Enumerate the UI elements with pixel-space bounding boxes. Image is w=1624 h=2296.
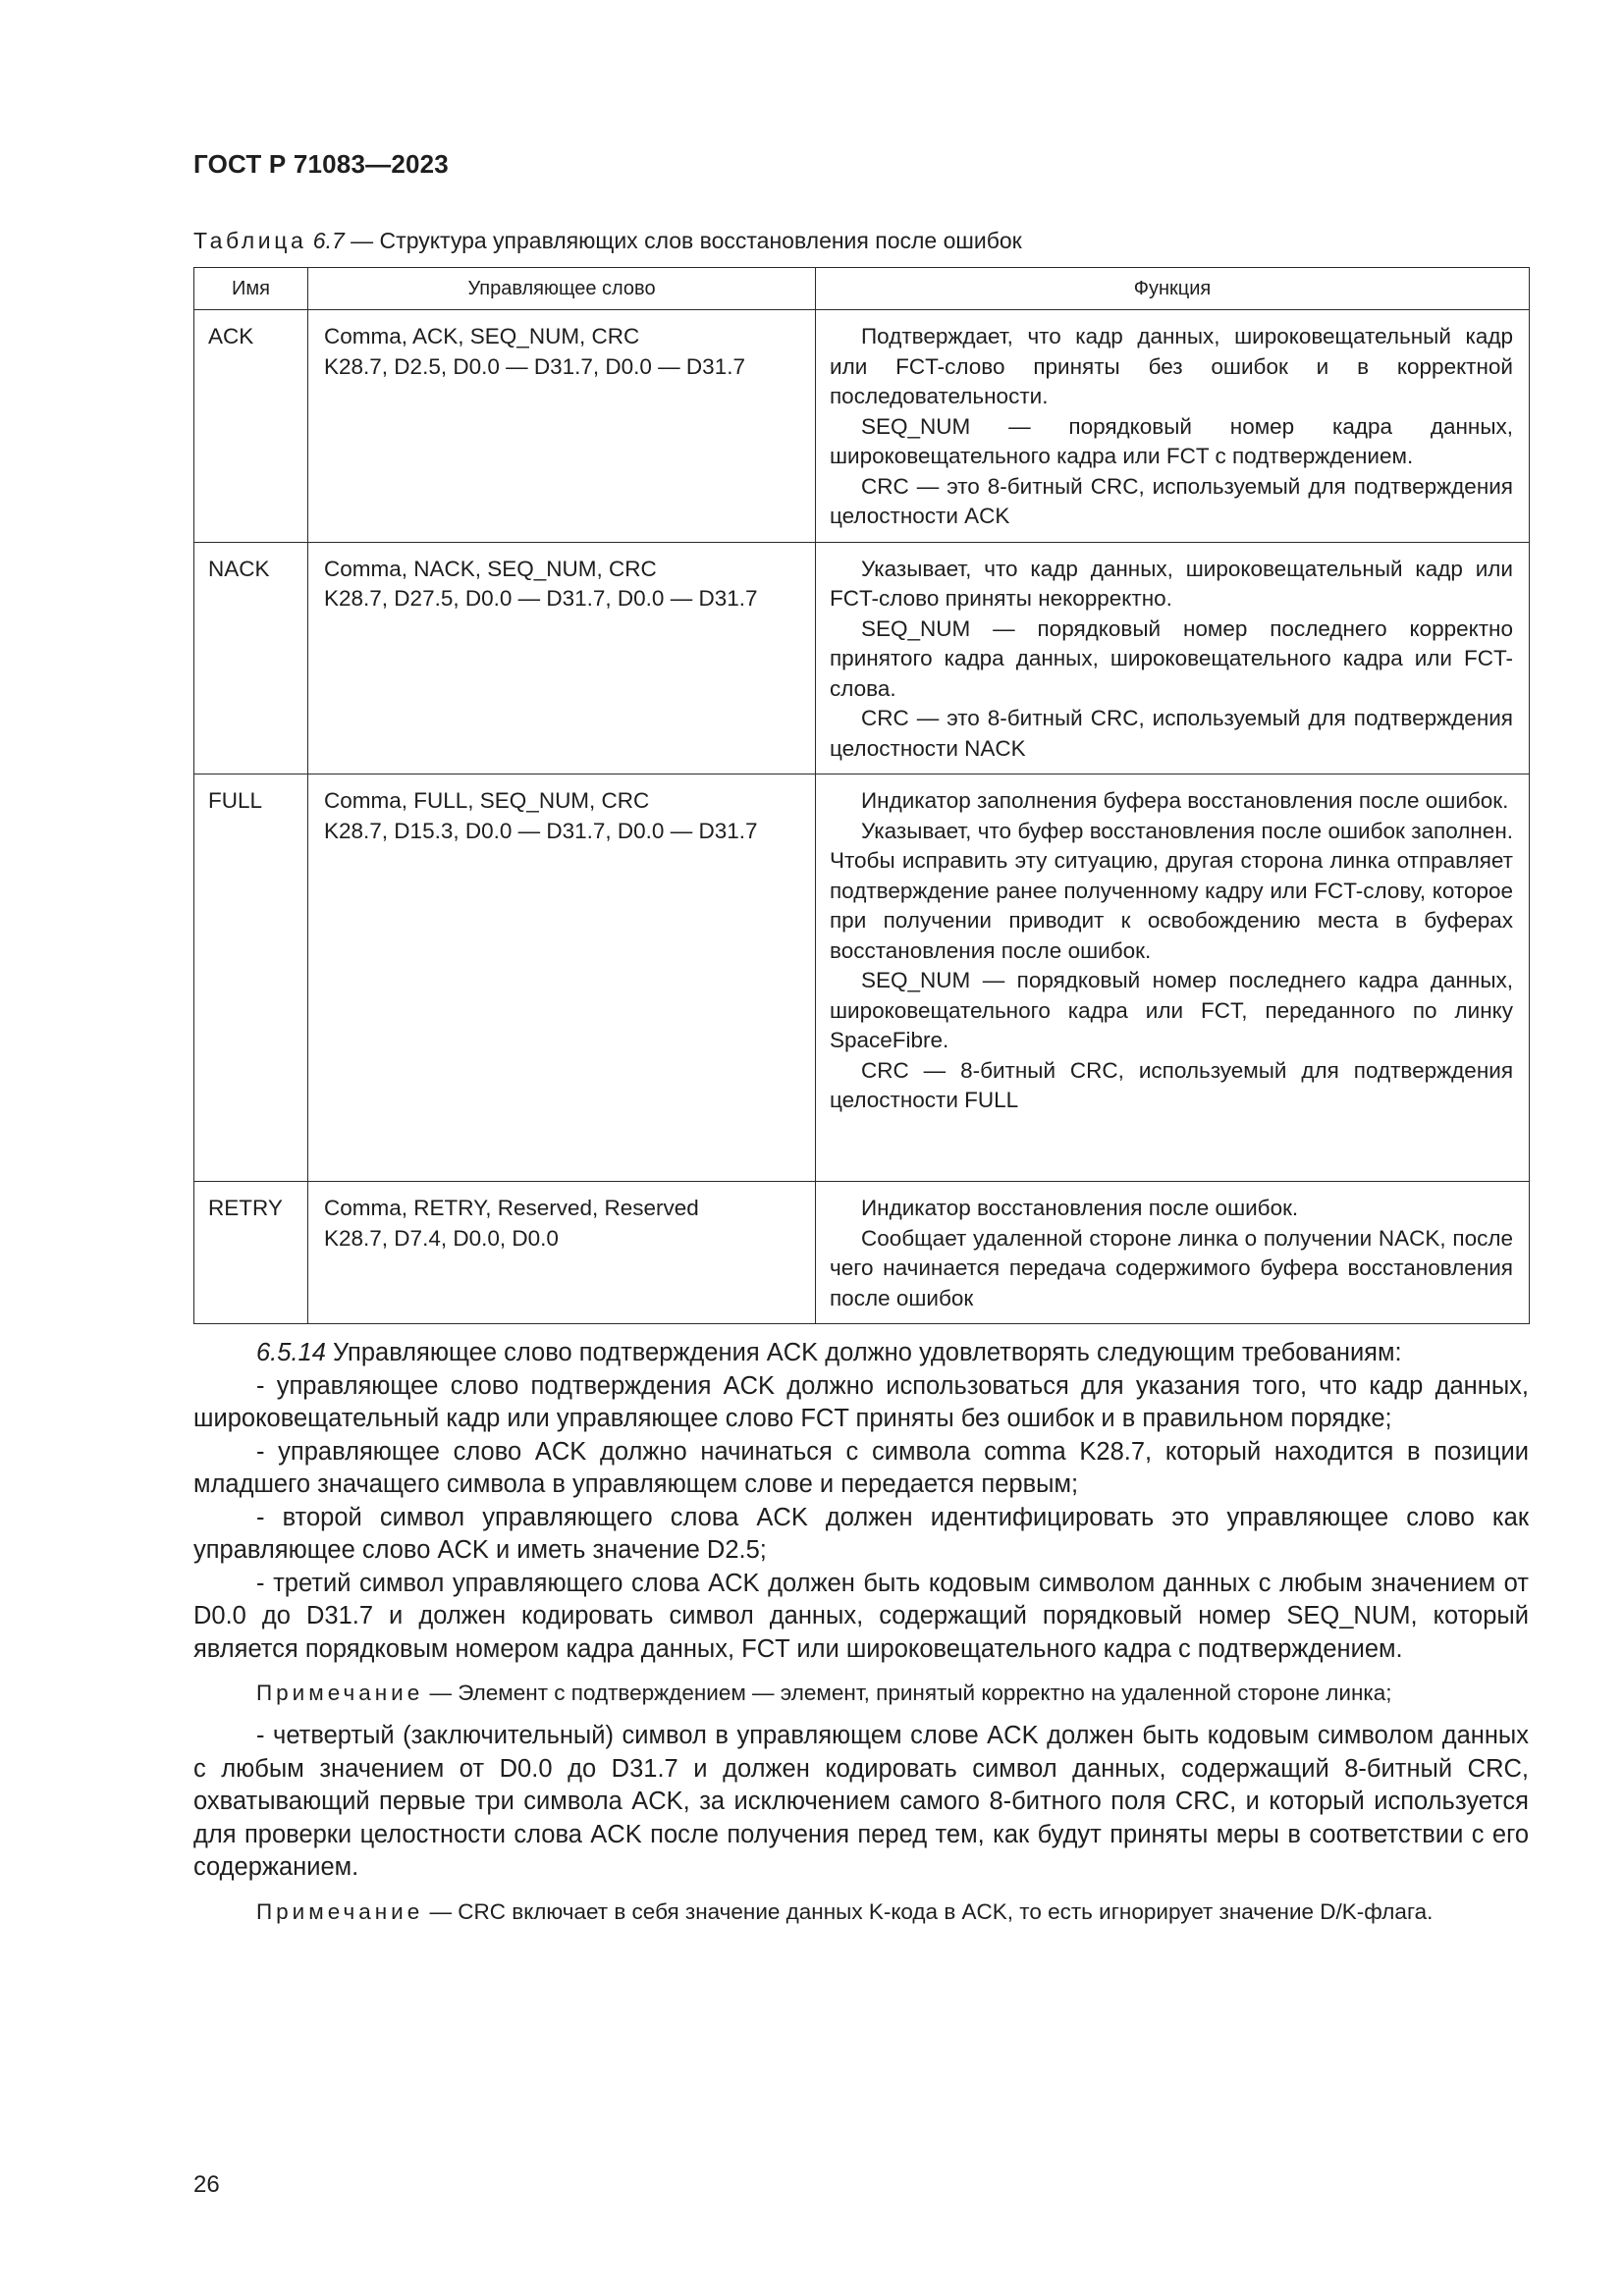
requirement-item: - управляющее слово подтверждения ACK должно использоваться для указания того, что кадр данных, широковещательный кадр или управляющее слово FCT приняты без ошибок и в правильном порядке;	[193, 1371, 1529, 1432]
section-heading-paragraph	[193, 1337, 1529, 1370]
control-word-codes: K28.7, D27.5, D0.0 — D31.7, D0.0 — D31.7	[324, 586, 758, 611]
row-function	[816, 774, 1530, 1182]
table-row-ack	[194, 310, 1530, 543]
control-word-symbols: Comma, FULL, SEQ_NUM, CRC	[324, 788, 650, 813]
control-word-symbols: Comma, RETRY, Reserved, Reserved	[324, 1196, 699, 1220]
section-number: 6.5.14	[256, 1339, 326, 1366]
table-header-row	[194, 268, 1530, 310]
function-paragraph: SEQ_NUM — порядковый номер последнего кадра данных, широковещательного кадра или FCT, переданного по линку SpaceFibre.	[830, 968, 1513, 1052]
row-function	[816, 1182, 1530, 1324]
note-paragraph	[193, 1896, 1529, 1927]
function-paragraph: CRC — это 8-битный CRC, используемый для подтверждения целостности ACK	[830, 473, 1513, 528]
note-text: — Элемент с подтверждением — элемент, принятый корректно на удаленной стороне линка;	[423, 1681, 1392, 1705]
table-caption-text: — Структура управляющих слов восстановления после ошибок	[344, 228, 1022, 253]
function-paragraph: Индикатор восстановления после ошибок.	[861, 1196, 1299, 1220]
section-intro: Управляющее слово подтверждения ACK должно удовлетворять следующим требованиям:	[325, 1339, 1402, 1366]
requirement-item: - третий символ управляющего слова ACK должен быть кодовым символом данных с любым значением от D0.0 до D31.7 и должен кодировать символ данных, содержащий порядковый номер SEQ_NUM, который является порядковым номером кадра данных, FCT или широковещательного кадра с подтверждением.	[193, 1569, 1529, 1663]
column-header-name: Имя	[194, 268, 308, 310]
row-function	[816, 542, 1530, 774]
table-row-retry	[194, 1182, 1530, 1324]
row-control-word	[308, 542, 816, 774]
row-control-word	[308, 774, 816, 1182]
control-word-symbols: Comma, NACK, SEQ_NUM, CRC	[324, 556, 657, 581]
row-name: NACK	[194, 542, 308, 774]
control-word-symbols: Comma, ACK, SEQ_NUM, CRC	[324, 324, 640, 348]
row-name: ACK	[194, 310, 308, 543]
note-label: Примечание	[256, 1681, 424, 1705]
requirement-item: - четвертый (заключительный) символ в управляющем слове ACK должен быть кодовым символом данных с любым значением от D0.0 до D31.7 и должен кодировать символ данных, содержащий 8-битный CRC, охватывающий первые три символа ACK, за исключением самого 8-битного поля CRC, и который используется для проверки целостности слова ACK после получения перед тем, как будут приняты меры в соответствии с его содержанием.	[193, 1722, 1529, 1881]
function-paragraph: SEQ_NUM — порядковый номер кадра данных, широковещательного кадра или FCT с подтверждением.	[830, 413, 1513, 468]
row-name: RETRY	[194, 1182, 308, 1324]
requirement-item: - управляющее слово ACK должно начинаться с символа comma K28.7, который находится в позиции младшего значащего символа в управляющем слове и передается первым;	[193, 1437, 1529, 1498]
row-control-word	[308, 310, 816, 543]
function-paragraph: Сообщает удаленной стороне линка о получении NACK, после чего начинается передача содержимого буфера восстановления после ошибок	[830, 1225, 1513, 1310]
function-paragraph: Подтверждает, что кадр данных, широковещательный кадр или FCT-слово приняты без ошибок и в корректной последовательности.	[830, 324, 1513, 408]
requirement-item: - второй символ управляющего слова ACK должен идентифицировать это управляющее слово как управляющее слово ACK и иметь значение D2.5;	[193, 1503, 1529, 1564]
control-word-codes: K28.7, D15.3, D0.0 — D31.7, D0.0 — D31.7	[324, 818, 758, 843]
control-word-codes: K28.7, D2.5, D0.0 — D31.7, D0.0 — D31.7	[324, 353, 745, 379]
function-paragraph: Индикатор заполнения буфера восстановления после ошибок.	[861, 788, 1509, 813]
section-body	[193, 1337, 1529, 1939]
function-paragraph: CRC — 8-битный CRC, используемый для подтверждения целостности FULL	[830, 1057, 1513, 1112]
function-paragraph: Указывает, что кадр данных, широковещательный кадр или FCT-слово приняты некорректно.	[830, 556, 1513, 611]
control-word-codes: K28.7, D7.4, D0.0, D0.0	[324, 1225, 559, 1251]
note-paragraph	[193, 1678, 1529, 1708]
row-name: FULL	[194, 774, 308, 1182]
column-header-control-word: Управляющее слово	[308, 268, 816, 310]
note-text: — CRC включает в себя значение данных K-кода в ACK, то есть игнорирует значение D/K-флага.	[423, 1898, 1434, 1924]
column-header-function: Функция	[816, 268, 1530, 310]
note-label: Примечание	[256, 1898, 424, 1924]
table-caption	[193, 228, 1022, 254]
function-paragraph: SEQ_NUM — порядковый номер последнего корректно принятого кадра данных, широковещательного кадра или FCT-слова.	[830, 615, 1513, 701]
table-caption-number: 6.7	[312, 228, 345, 253]
row-control-word	[308, 1182, 816, 1324]
page-number: 26	[193, 2171, 220, 2198]
row-function	[816, 310, 1530, 543]
table-row-full	[194, 774, 1530, 1182]
function-paragraph: Указывает, что буфер восстановления после ошибок заполнен. Чтобы исправить эту ситуацию, другая сторона линка отправляет подтверждение ранее полученному кадру или FCT-слову, которое при получении приводит к освобождению места в буферах восстановления после ошибок.	[830, 818, 1513, 963]
function-paragraph: CRC — это 8-битный CRC, используемый для подтверждения целостности NACK	[830, 706, 1513, 761]
table-row-nack	[194, 542, 1530, 774]
control-words-table	[193, 267, 1530, 1324]
table-caption-prefix: Таблица	[193, 228, 307, 253]
document-header: ГОСТ Р 71083—2023	[193, 149, 449, 179]
